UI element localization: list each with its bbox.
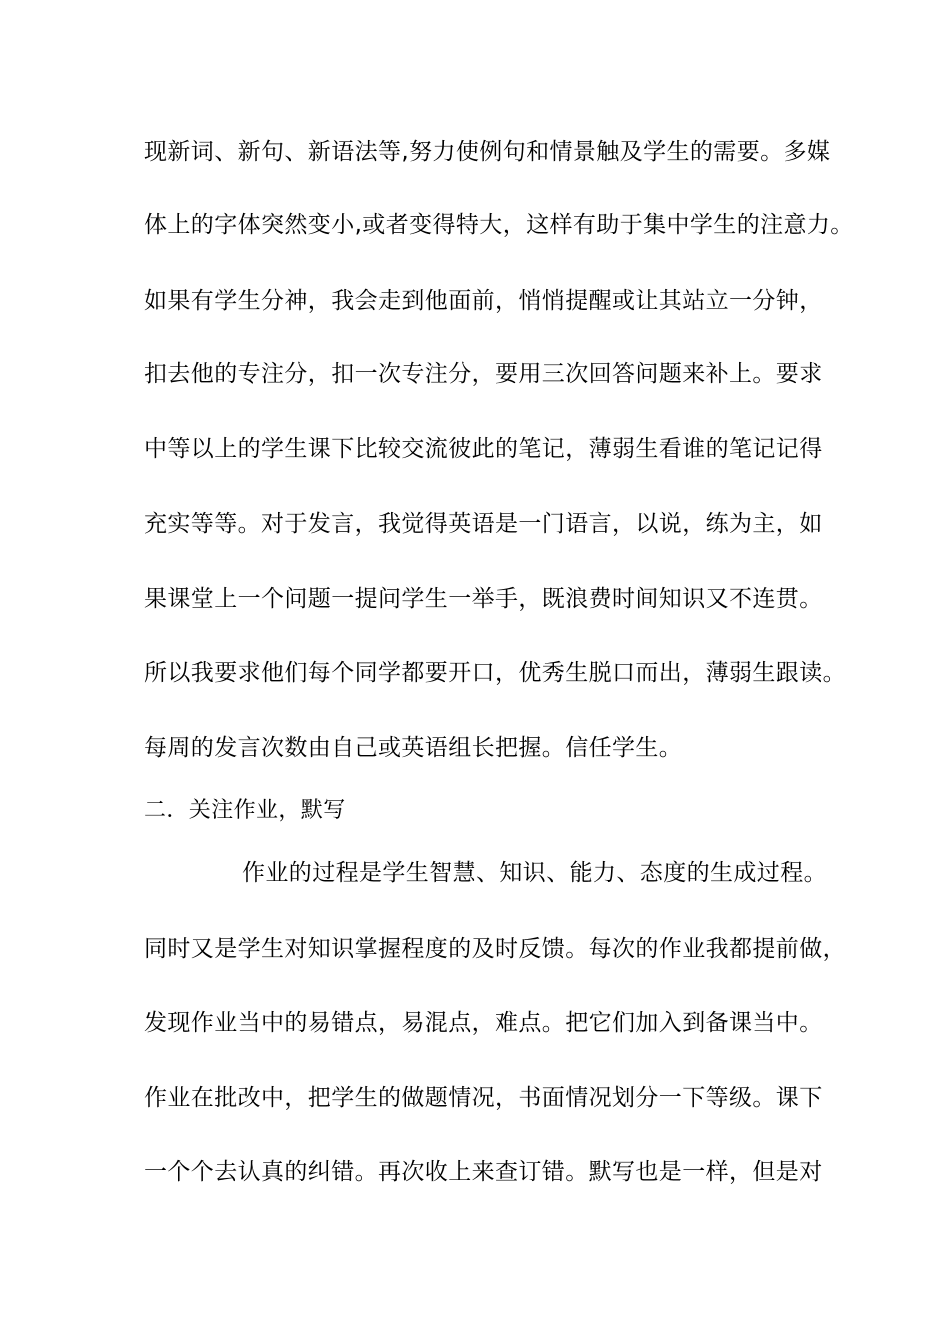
- paragraph-line: 每周的发言次数由自己或英语组长把握。信任学生。: [144, 735, 683, 761]
- paragraph-line: 一个个去认真的纠错。再次收上来查订错。默写也是一样，但是对: [144, 1159, 823, 1185]
- paragraph-line: 同时又是学生对知识掌握程度的及时反馈。每次的作业我都提前做，: [144, 936, 846, 962]
- paragraph-line: 现新词、新句、新语法等,努力使例句和情景触及学生的需要。多媒: [144, 139, 831, 165]
- paragraph-line: 中等以上的学生课下比较交流彼此的笔记，薄弱生看谁的笔记记得: [144, 436, 823, 462]
- paragraph-line: 作业在批改中，把学生的做题情况，书面情况划分一下等级。课下: [144, 1085, 823, 1111]
- section-heading: 二．关注作业，默写: [144, 798, 346, 823]
- paragraph-line: 扣去他的专注分，扣一次专注分，要用三次回答问题来补上。要求: [144, 361, 823, 387]
- paragraph-line: 所以我要求他们每个同学都要开口，优秀生脱口而出，薄弱生跟读。: [144, 660, 846, 686]
- paragraph-line: 果课堂上一个问题一提问学生一举手，既浪费时间知识又不连贯。: [144, 586, 823, 612]
- paragraph-line: 作业的过程是学生智慧、知识、能力、态度的生成过程。: [242, 860, 827, 886]
- paragraph-line: 如果有学生分神，我会走到他面前，悄悄提醒或让其站立一分钟，: [144, 288, 823, 314]
- paragraph-line: 发现作业当中的易错点，易混点，难点。把它们加入到备课当中。: [144, 1010, 823, 1036]
- paragraph-line: 体上的字体突然变小,或者变得特大，这样有助于集中学生的注意力。: [144, 212, 854, 238]
- paragraph-line: 充实等等。对于发言，我觉得英语是一门语言，以说，练为主，如: [144, 511, 823, 537]
